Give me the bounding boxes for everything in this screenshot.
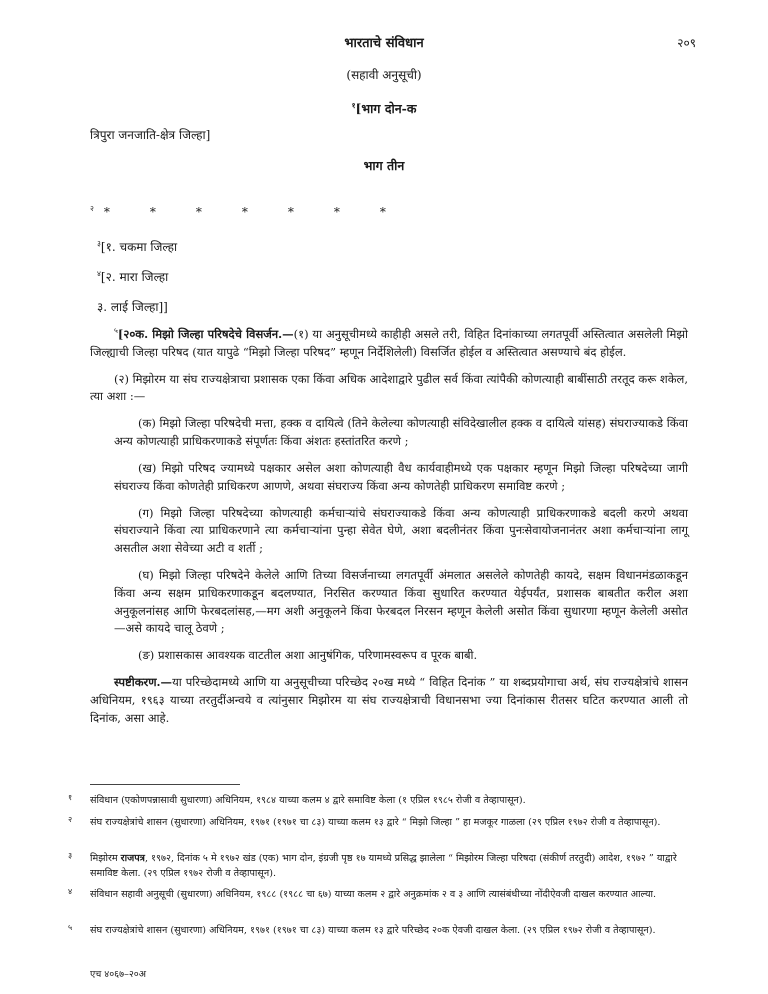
- clause-ka: (क) मिझो जिल्हा परिषदेची मत्ता, हक्क व दायित्वे (तिने केलेल्या कोणत्याही संविदेखालील हक्क व दायित्वे यांसह) संघराज्याकडे किंवा अन्य कोणत्याही प्राधिकरणाकडे संपूर्णतः किंवा अंशतः हस्तांतरित करणे ;: [114, 416, 688, 449]
- page-subtitle: (सहावी अनुसूची): [346, 68, 422, 82]
- footnote-divider: [90, 784, 240, 785]
- footnote-text-part: , १९७२, दिनांक ५ मे १९७२ खंड (एक) भाग दोन, इंग्रजी पृष्ठ १७ यामध्ये प्रसिद्ध झालेला “ मिझोरम जिल्हा परिषदा (संकीर्ण तरतुदी) आदेश, १९७२ ” याद्वारे समाविष्ट केला. (२९ एप्रिल १९७२ रोजी व तेव्हापासून).: [90, 853, 677, 879]
- part-three-heading: भाग तीन: [363, 158, 405, 173]
- paragraph-2: (२) मिझोरम या संघ राज्यक्षेत्राचा प्रशासक एका किंवा अधिक आदेशाद्वारे पुढील सर्व किंवा त्यांपैकी कोणत्याही बाबींसाठी तरतूद करू शकेल, त्या अशा :—: [90, 371, 688, 404]
- part-two-a-heading: [0, 99, 768, 118]
- footnote: [68, 923, 690, 939]
- footnote-text: संघ राज्यक्षेत्रांचे शासन (सुधारणा) अधिनियम, १९७१ (१९७१ चा ८३) याच्या कलम १३ द्वारे परिच्छेद २०क ऐवजी दाखल केला. (२९ एप्रिल १९७२ रोजी व तेव्हापासून).: [90, 925, 656, 936]
- omitted-asterisks: [90, 203, 426, 222]
- footnote: [68, 851, 690, 882]
- asterisk: *: [241, 205, 248, 219]
- asterisk: *: [379, 205, 386, 219]
- asterisk: *: [149, 205, 156, 219]
- footnote-text: संविधान सहावी अनुसूची (सुधारणा) अधिनियम, १९८८ (१९८८ चा ६७) याच्या कलम २ द्वारे अनुक्रमांक २ व ३ आणि त्यासंबंधीच्या नोंदीऐवजी दाखल करण्यात आल्या.: [90, 889, 657, 900]
- district-text: [१. चकमा जिल्हा: [100, 240, 178, 254]
- district-text: ३. लाई जिल्हा]]: [97, 300, 168, 314]
- district-item: [97, 268, 168, 287]
- paragraph-text: (१) या अनुसूचीमध्ये काहीही असले तरी, विहित दिनांकाच्या लगतपूर्वी अस्तित्वात असलेली मिझो जिल्ह्याची जिल्हा परिषद (यात यापुढे “मिझो जिल्हा परिषद” म्हणून निर्देशिलेली) विसर्जित होईल व अस्तित्वात असण्याचे बंद होईल.: [90, 327, 689, 359]
- footnote-text: संघ राज्यक्षेत्रांचे शासन (सुधारणा) अधिनियम, १९७१ (१९७१ चा ८३) याच्या कलम १३ द्वारे “ मिझो जिल्हा ” हा मजकूर गाळला (२९ एप्रिल १९७२ रोजी व तेव्हापासून).: [90, 817, 661, 828]
- footnote-ref: ३: [97, 239, 101, 248]
- gazette-word: राजपत्र: [120, 853, 145, 864]
- asterisk: *: [195, 205, 202, 219]
- clause-nga: (ङ) प्रशासकास आवश्यक वाटतील अशा आनुषंगिक, परिणामस्वरूप व पूरक बाबी.: [138, 648, 478, 663]
- page-number: २०९: [677, 36, 696, 50]
- footnote: [68, 793, 690, 809]
- footnote-ref: ४: [97, 269, 101, 278]
- print-code: एच ४०६७–२०अ: [90, 969, 146, 980]
- footnote-ref: १: [351, 100, 356, 110]
- district-item: [97, 238, 177, 257]
- footnote-mark: ५: [68, 923, 73, 932]
- paragraph-20k: [90, 326, 688, 362]
- footnote-text: संविधान (एकोणपन्नासावी सुधारणा) अधिनियम, १९८४ याच्या कलम ४ द्वारे समाविष्ट केला (१ एप्रिल १९८५ रोजी व तेव्हापासून).: [90, 795, 526, 806]
- footnote: [68, 887, 690, 903]
- clause-gha: (घ) मिझो जिल्हा परिषदेने केलेले आणि तिच्या विसर्जनाच्या लगतपूर्वी अंमलात असलेले कोणतेही कायदे, सक्षम विधानमंडळाकडून किंवा अन्य सक्षम प्राधिकरणाकडून बदलण्यात, निरसित करण्यात किंवा सुधारित करण्यात येईपर्यंत, प्रशासक बाबतीत करील अशा अनुकूलनांसह आणि फेरबदलांसह,—मग अशी अनुकूलने किंवा फेरबदल निरसन म्हणून केलेली असोत किंवा सुधारणा म्हणून केलेली असोत—असे कायदे चालू ठेवणे ;: [114, 567, 688, 636]
- footnote-text: [90, 853, 677, 879]
- footnote-mark: १: [68, 793, 73, 802]
- asterisk: *: [287, 205, 294, 219]
- footnote-ref: २: [90, 204, 94, 213]
- footnote-mark: ४: [68, 887, 73, 896]
- footnote: [68, 815, 690, 831]
- district-text: [२. मारा जिल्हा: [100, 270, 169, 284]
- footnote-mark: ३: [68, 851, 73, 860]
- footnote-mark: २: [68, 815, 73, 824]
- paragraph-heading: [२०क. मिझो जिल्हा परिषदेचे विसर्जन.—: [117, 327, 294, 341]
- footnote-text-part: मिझोरम: [90, 853, 121, 864]
- page-title: भारताचे संविधान: [344, 36, 424, 51]
- district-item: [97, 298, 168, 317]
- explanation-paragraph: [90, 674, 688, 727]
- clause-ga: (ग) मिझो जिल्हा परिषदेच्या कोणत्याही कर्मचाऱ्यांचे संघराज्याकडे किंवा अन्य कोणत्याही प्राधिकरणाकडे बदली करणे अथवा संघराज्याने किंवा त्या प्राधिकरणाने त्या कर्मचाऱ्यांना पुन्हा सेवेत घेणे, अशा बदलीनंतर किंवा पुनःसेवायोजनानंतर अशा कर्मचाऱ्यांना लागू असतील अशा सेवेच्या अटी व शर्ती ;: [114, 505, 688, 556]
- asterisk: *: [103, 205, 110, 219]
- clause-kha: (ख) मिझो परिषद ज्यामध्ये पक्षकार असेल अशा कोणत्याही वैध कार्यवाहीमध्ये एक पक्षकार म्हणून मिझो जिल्हा परिषदेच्या जागी संघराज्य किंवा कोणतेही प्राधिकरण आणणे, अथवा संघराज्य किंवा अन्य कोणतेही प्राधिकरण समाविष्ट करणे ;: [114, 460, 688, 493]
- explanation-text: या परिच्छेदामध्ये आणि या अनुसूचीच्या परिच्छेद २०ख मध्ये “ विहित दिनांक ” या शब्दप्रयोगाचा अर्थ, संघ राज्यक्षेत्रांचे शासन अधिनियम, १९६३ याच्या तरतुदींअन्वये व त्यांनुसार मिझोरम या संघ राज्यक्षेत्राची विधानसभा ज्या दिनांकास रीतसर घटित करण्यात आली तो दिनांक, असा आहे.: [90, 675, 688, 725]
- tripura-line: त्रिपुरा जनजाति-क्षेत्र जिल्हा]: [90, 128, 211, 142]
- footnote-ref: ५: [114, 326, 118, 336]
- part-two-a-label: [भाग दोन-क: [355, 101, 417, 116]
- main-text: [90, 326, 688, 736]
- asterisk: *: [333, 205, 340, 219]
- explanation-heading: स्पष्टीकरण.—: [114, 675, 173, 689]
